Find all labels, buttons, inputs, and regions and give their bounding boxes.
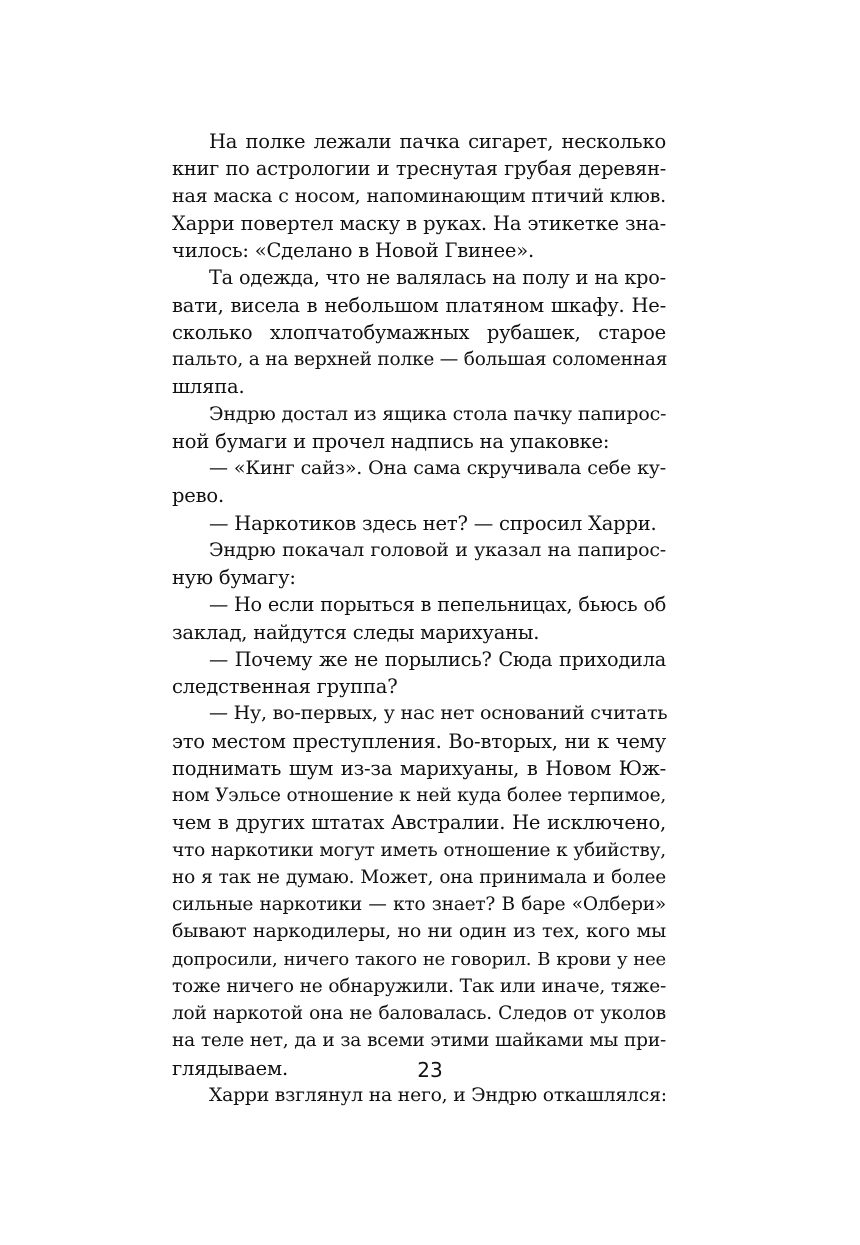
text-line: допросили, ничего такого не говорил. В крови у нее bbox=[172, 948, 666, 970]
text-line: тоже ничего не обнаружили. Так или иначе, тяже- bbox=[172, 975, 666, 997]
text-line: Харри взглянул на него, и Эндрю откашлялся: bbox=[209, 1084, 667, 1106]
text-line: Эндрю покачал головой и указал на папирос- bbox=[209, 538, 666, 561]
text-line: сильные наркотики — кто знает? В баре «Олбери» bbox=[172, 894, 666, 915]
text-line: шляпа. bbox=[172, 375, 245, 399]
text-line: — Почему же не порылись? Сюда приходила bbox=[209, 647, 666, 671]
text-line: вати, висела в небольшом платяном шкафу. Не- bbox=[172, 293, 666, 317]
book-page-text bbox=[172, 128, 666, 1109]
text-line: но я так не думаю. Может, она принимала и более bbox=[172, 866, 666, 888]
text-line: пальто, а на верхней полке — большая соломенная bbox=[172, 349, 668, 370]
text-line: это местом преступления. Во-вторых, ни к чему bbox=[172, 729, 666, 753]
text-line: На полке лежали пачка сигарет, несколько bbox=[209, 130, 666, 153]
text-line: Эндрю достал из ящика стола пачку папирос- bbox=[209, 402, 667, 425]
text-line: ном Уэльсе отношение к ней куда более терпимое, bbox=[172, 785, 666, 806]
text-line: лой наркотой она не баловалась. Следов от уколов bbox=[172, 1003, 666, 1024]
text-line: на теле нет, да и за всеми этими шайками мы при- bbox=[172, 1030, 666, 1052]
text-line: ная маска с носом, напоминающим птичий клюв. bbox=[172, 184, 666, 207]
text-line: — Ну, во-первых, у нас нет оснований считать bbox=[209, 702, 668, 725]
text-line: Та одежда, что не валялась на полу и на кро- bbox=[209, 266, 666, 290]
text-line: бывают наркодилеры, но ни один из тех, кого мы bbox=[172, 920, 666, 943]
text-line: заклад, найдутся следы марихуаны. bbox=[172, 620, 540, 644]
text-line: — Наркотиков здесь нет? — спросил Харри. bbox=[209, 511, 657, 535]
text-line: Харри повертел маску в руках. На этикетке зна- bbox=[172, 211, 666, 235]
text-line: ной бумаги и прочел надпись на упаковке: bbox=[172, 429, 610, 453]
text-line: что наркотики могут иметь отношение к убийству, bbox=[172, 839, 666, 861]
text-line: глядываем. bbox=[172, 1056, 288, 1080]
text-line: следственная группа? bbox=[172, 675, 398, 698]
text-line: ную бумагу: bbox=[172, 566, 296, 589]
text-line: сколько хлопчатобумажных рубашек, старое bbox=[172, 320, 666, 344]
text-line: рево. bbox=[172, 484, 224, 508]
text-line: книг по астрологии и треснутая грубая деревян- bbox=[172, 157, 666, 181]
text-line: — «Кинг сайз». Она сама скручивала себе ку- bbox=[209, 457, 666, 479]
text-line: поднимать шум из-за марихуаны, в Новом Юж- bbox=[172, 756, 666, 780]
page-number: 23 bbox=[417, 1058, 443, 1082]
text-line: — Но если порыться в пепельницах, бьюсь об bbox=[209, 593, 667, 617]
text-line: чем в других штатах Австралии. Не исключено, bbox=[172, 811, 666, 835]
text-line: чилось: «Сделано в Новой Гвинее». bbox=[172, 239, 534, 262]
